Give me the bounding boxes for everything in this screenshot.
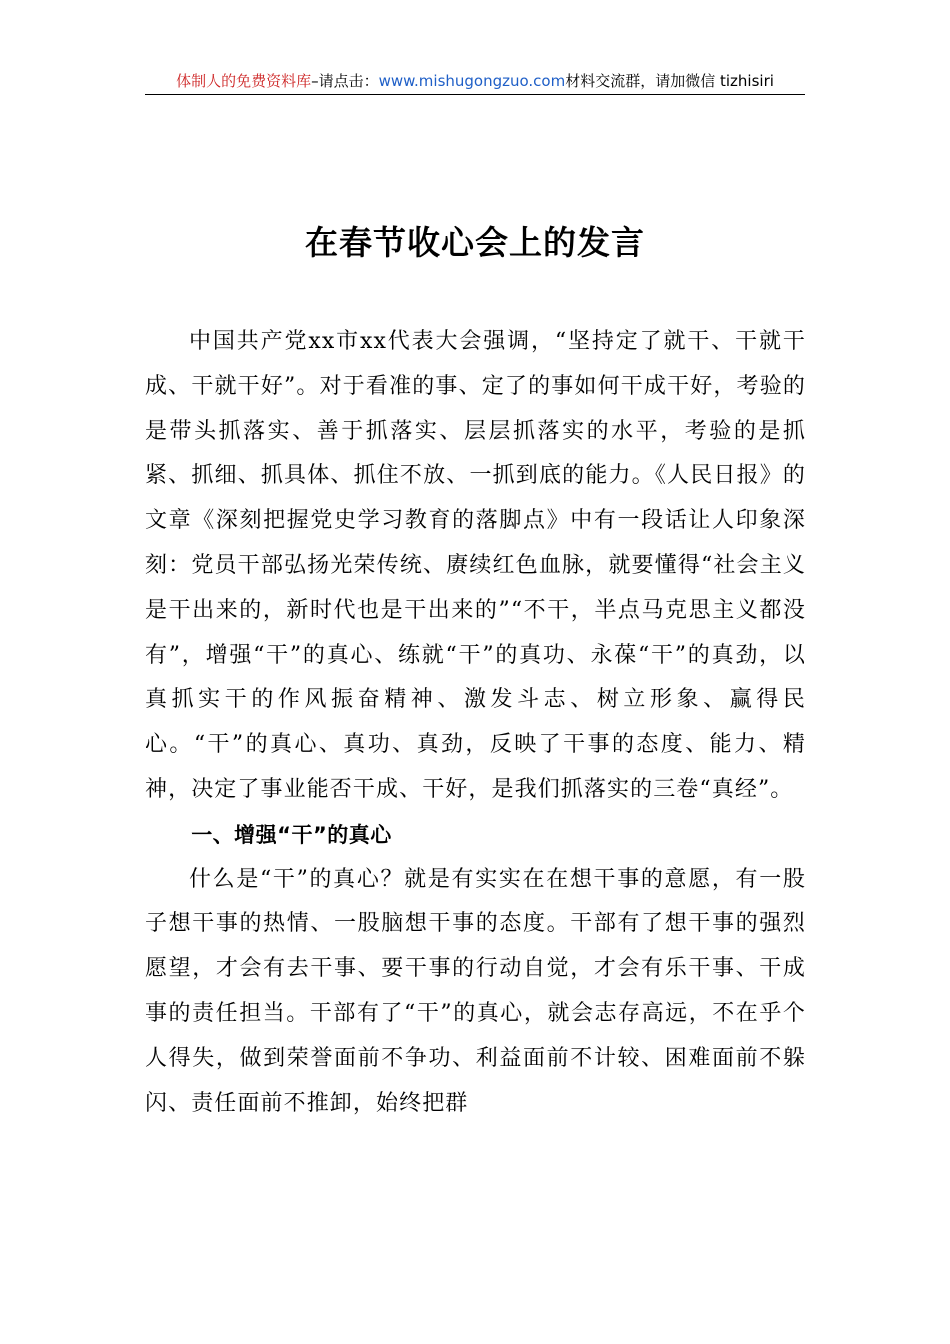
header-prompt: –请点击： [311,72,379,90]
page-header [145,68,805,95]
section-heading-1: 一、增强“干”的真心 [191,822,392,847]
paragraph-intro: 中国共产党xx市xx代表大会强调，“坚持定了就干、干就干成、干就干好”。对于看准的事、定了的事如何干成干好，考验的是带头抓落实、善于抓落实、层层抓落实的水平，考验的是抓紧、抓细、抓具体、抓住不放、一抓到底的能力。《人民日报》的文章《深刻把握党史学习教育的落脚点》中有一段话让人印象深刻：党员干部弘扬光荣传统、赓续红色血脉，就要懂得“社会主义是干出来的，新时代也是干出来的”“不干，半点马克思主义都没有”，增强“干”的真心、练就“干”的真功、永葆“干”的真劲，以真抓实干的作风振奋精神、激发斗志、树立形象、赢得民心。“干”的真心、真功、真劲，反映了干事的态度、能力、精神，决定了事业能否干成、干好，是我们抓落实的三卷“真经”。 [145,329,806,802]
paragraph-section-1: 什么是“干”的真心？就是有实实在在想干事的意愿，有一股子想干事的热情、一股脑想干事的态度。干部有了想干事的强烈愿望，才会有去干事、要干事的行动自觉，才会有乐干事、干成事的责任担当。干部有了“干”的真心，就会志存高远，不在乎个人得失，做到荣誉面前不争功、利益面前不计较、困难面前不躲闪、责任面前不推卸，始终把群 [145,866,806,1116]
header-wechat-note: 材料交流群，请加微信 tizhisiri [565,72,774,90]
header-brand-link[interactable]: 体制人的免费资料库 [176,72,312,90]
document-body [145,320,806,1126]
header-url-link[interactable]: www.mishugongzuo.com [378,72,566,90]
document-title: 在春节收心会上的发言 [305,223,645,262]
